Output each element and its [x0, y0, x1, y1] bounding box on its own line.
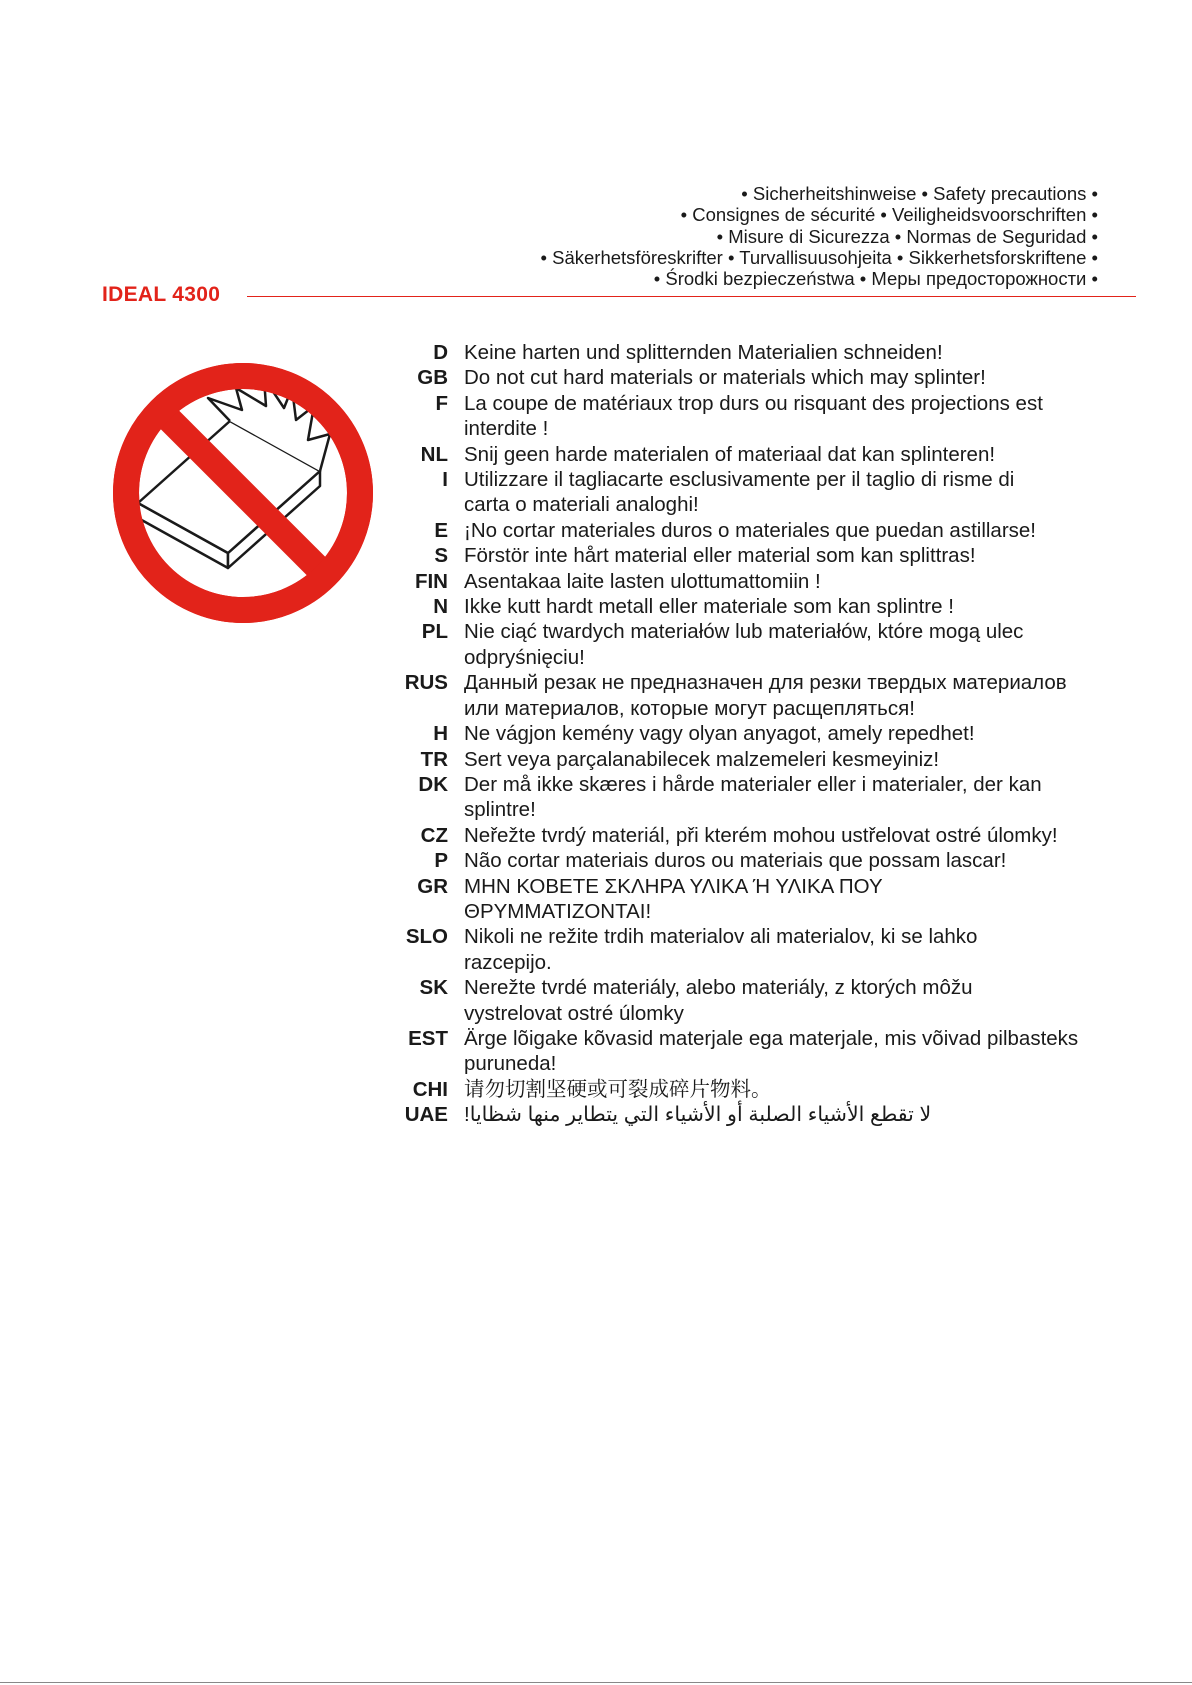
warning-text: Ärge lõigake kõvasid materjale ega materjale, mis võivad pilbasteks puruneda!	[464, 1026, 1079, 1076]
list-item	[392, 747, 1112, 772]
warning-text: Do not cut hard materials or materials which may splinter!	[464, 366, 986, 390]
header-line: • Sicherheitshinweise • Safety precautions •	[741, 183, 1098, 204]
warning-text: Förstör inte hårt material eller material som kan splittras!	[464, 544, 976, 568]
no-cutting-hard-materials-icon	[108, 358, 378, 628]
warning-text: Utilizzare il tagliacarte esclusivamente per il taglio di risme di carta o materiali analoghi!	[464, 468, 1015, 517]
warning-text: Ne vágjon kemény vagy olyan anyagot, amely repedhet!	[464, 722, 975, 746]
language-code: NL	[420, 442, 448, 466]
model-title: IDEAL 4300	[102, 283, 221, 306]
warning-text: ΜΗΝ ΚΟΒΕΤΕ ΣΚΛΗΡΑ ΥΛΙΚΑ Ή ΥΛΙΚΑ ΠΟΥ ΘΡΥΜΜΑΤΙΖΟΝΤΑΙ!	[464, 874, 883, 923]
list-item	[392, 619, 1112, 670]
language-code: I	[442, 468, 448, 492]
list-item	[392, 594, 1112, 619]
list-item	[392, 543, 1112, 568]
warning-text: لا تقطع الأشياء الصلبة أو الأشياء التي يتطاير منها شظايا!	[464, 1103, 932, 1127]
list-item	[392, 569, 1112, 594]
language-code: DK	[418, 772, 448, 796]
language-code: SLO	[405, 925, 448, 949]
language-code: FIN	[414, 569, 448, 593]
header-line: • Misure di Sicurezza • Normas de Seguridad •	[716, 225, 1098, 247]
warning-text: Nie ciąć twardych materiałów lub materiałów, które mogą ulec odpryśnięciu!	[464, 620, 1024, 669]
warning-text: Ikke kutt hardt metall eller materiale som kan splintre !	[464, 595, 954, 619]
language-code: TR	[420, 747, 448, 771]
list-item	[392, 772, 1112, 823]
list-item	[392, 391, 1112, 442]
warning-text: Nikoli ne režite trdih materialov ali materialov, ki se lahko razcepijo.	[464, 925, 978, 974]
language-code: SK	[419, 976, 448, 1000]
warning-text: Não cortar materiais duros ou materiais que possam lascar!	[464, 849, 1007, 873]
list-item	[392, 467, 1112, 518]
language-code: CZ	[420, 823, 448, 847]
language-code: F	[435, 391, 448, 415]
language-code: PL	[421, 620, 448, 644]
language-code: N	[433, 595, 448, 619]
list-item	[392, 340, 1112, 365]
language-code: D	[433, 341, 448, 364]
list-item	[392, 874, 1112, 925]
list-item	[392, 721, 1112, 746]
warning-text: Neřežte tvrdý materiál, při kterém mohou ustřelovat ostré úlomky!	[464, 823, 1058, 847]
language-code: P	[434, 849, 448, 873]
list-item	[392, 670, 1112, 721]
list-item	[392, 848, 1112, 873]
list-item	[392, 1077, 1112, 1102]
list-item	[392, 924, 1112, 975]
language-code: E	[434, 518, 448, 542]
header-line: • Consignes de sécurité • Veiligheidsvoorschriften •	[680, 204, 1098, 226]
safety-warning-list	[392, 340, 1112, 1128]
warning-text: ¡No cortar materiales duros o materiales que puedan astillarse!	[464, 518, 1036, 542]
list-item	[392, 518, 1112, 543]
language-code: GB	[417, 366, 448, 390]
list-item	[392, 823, 1112, 848]
warning-text: Данный резак не предназначен для резки твердых материалов или материалов, которые могут расщепляться!	[464, 671, 1067, 720]
list-item	[392, 365, 1112, 390]
warning-text: Sert veya parçalanabilecek malzemeleri kesmeyiniz!	[464, 747, 940, 771]
language-code: H	[433, 722, 448, 746]
language-code: EST	[408, 1026, 448, 1050]
language-code: S	[434, 544, 448, 568]
list-item	[392, 1102, 1112, 1127]
warning-text: 请勿切割坚硬或可裂成碎片物料。	[464, 1077, 772, 1101]
header-line: • Säkerhetsföreskrifter • Turvallisuusohjeita • Sikkerhetsforskriftene •	[540, 246, 1098, 268]
warning-text: Keine harten und splitternden Materialien schneiden!	[464, 341, 943, 364]
page-bottom-divider	[0, 1682, 1192, 1683]
language-code: UAE	[404, 1103, 448, 1127]
list-item	[392, 442, 1112, 467]
title-divider	[247, 296, 1136, 297]
warning-text: Asentakaa laite lasten ulottumattomiin !	[464, 569, 821, 593]
list-item	[392, 975, 1112, 1026]
safety-precautions-header	[541, 183, 1098, 289]
header-line: • Środki bezpieczeństwa • Меры предосторожности •	[653, 268, 1098, 290]
warning-text: Nerežte tvrdé materiály, alebo materiály, z ktorých môžu vystrelovat ostré úlomky	[464, 976, 973, 1025]
list-item	[392, 1026, 1112, 1077]
warning-text: Der må ikke skæres i hårde materialer eller i materialer, der kan splintre!	[464, 772, 1042, 822]
language-code: RUS	[404, 671, 448, 695]
warning-text: Snij geen harde materialen of materiaal dat kan splinteren!	[464, 442, 996, 466]
language-code: GR	[417, 874, 448, 898]
language-code: CHI	[412, 1077, 448, 1101]
warning-text: La coupe de matériaux trop durs ou risquant des projections est interdite !	[464, 391, 1043, 441]
